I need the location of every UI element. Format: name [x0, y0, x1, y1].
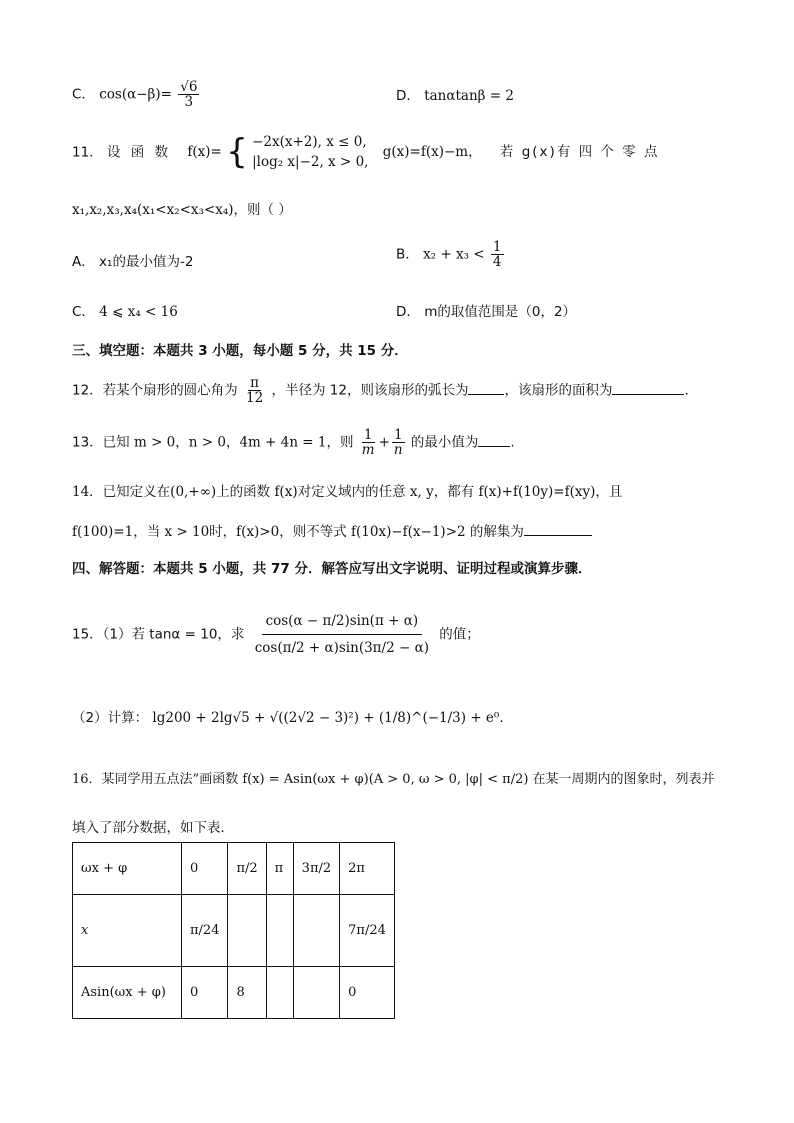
- table-cell: [293, 967, 339, 1019]
- numerator: π: [250, 375, 260, 391]
- piecewise-definition: [252, 132, 368, 173]
- table-cell: 8: [228, 967, 266, 1019]
- q16-line2: 填入了部分数据，如下表．: [72, 820, 234, 836]
- table-cell: [266, 967, 293, 1019]
- q11-stem: [72, 132, 659, 173]
- question-text: ，该扇形的面积为: [504, 382, 613, 399]
- table-cell: 0: [182, 843, 228, 895]
- q12: [72, 376, 698, 405]
- math-expression: m > 0，n > 0，4m + 4n = 1，则: [133, 434, 354, 451]
- math-expression: tanαtanβ = 2: [424, 88, 514, 104]
- q15-part1: [72, 600, 480, 669]
- table-cell: [293, 895, 339, 967]
- table-row: [73, 967, 395, 1019]
- math-expression: lg200 + 2lg√5 + √((2√2 − 3)²) + (1/8)^(−1/3) + e⁰．: [152, 710, 513, 726]
- fraction: [251, 600, 433, 669]
- question-text: ．: [684, 382, 698, 399]
- q11-option-a: [72, 250, 193, 270]
- option-label: D．: [396, 304, 420, 320]
- option-text: m的取值范围是（0，2）: [424, 304, 577, 320]
- numerator: cos(α − π/2)sin(π + α): [262, 600, 423, 635]
- denominator: cos(π/2 + α)sin(3π/2 − α): [254, 640, 429, 657]
- option-text: 4 ⩽ x₄ < 16: [99, 304, 178, 320]
- question-text: 的最小值为: [410, 434, 479, 451]
- table-cell: [228, 895, 266, 967]
- table-cell: 3π/2: [293, 843, 339, 895]
- numerator: 1: [363, 427, 373, 443]
- brace-symbol: {: [226, 132, 248, 173]
- math-expression: cos(α−β)=: [99, 86, 172, 103]
- denominator: 12: [245, 390, 264, 407]
- table-cell: 7π/24: [340, 895, 395, 967]
- fraction: [178, 80, 199, 109]
- section-heading: 四、解答题：本题共 5 小题，共 77 分．解答应写出文字说明、证明过程或演算步骤．: [72, 561, 592, 577]
- denominator: n: [393, 442, 403, 459]
- denominator: 3: [184, 94, 194, 111]
- table-row: [73, 895, 395, 967]
- numerator: √6: [180, 79, 198, 95]
- numerator: 1: [393, 427, 403, 443]
- answer-blank[interactable]: [468, 394, 504, 395]
- q14-line2: [72, 520, 592, 540]
- question-text: ，半径为 12，则该扇形的弧长为: [271, 382, 469, 399]
- piece-1: −2x(x+2), x ≤ 0,: [252, 134, 367, 150]
- question-text: 设 函 数: [106, 144, 172, 161]
- q11-option-b: [396, 240, 506, 269]
- table-cell: 0: [340, 967, 395, 1019]
- question-text: 的值；: [439, 626, 480, 643]
- table-cell: x: [73, 895, 182, 967]
- table-cell: π: [266, 843, 293, 895]
- math-expression: g(x)=f(x)−m，: [382, 144, 482, 161]
- q14-line1: 14．已知定义在(0,+∞)上的函数 f(x)对定义域内的任意 x, y，都有 f(x)+f(10y)=f(xy)，且: [72, 484, 623, 500]
- table-cell: 0: [182, 967, 228, 1019]
- table-cell: 2π: [340, 843, 395, 895]
- q16-line1: 16．某同学用五点法”画函数 f(x) = Asin(ωx + φ)(A > 0, ω > 0, |φ| < π/2) 在某一周期内的图象时，列表并: [72, 772, 715, 787]
- question-text: （2）计算：: [72, 710, 149, 726]
- answer-blank[interactable]: [478, 446, 510, 447]
- table-cell: π/2: [228, 843, 266, 895]
- option-label: B．: [396, 246, 419, 263]
- question-text: 若 g(x)有 四 个 零 点: [499, 144, 660, 161]
- five-point-table: [72, 842, 395, 1019]
- question-number: 11．: [72, 144, 103, 161]
- fraction: [244, 376, 265, 405]
- table-cell: [266, 895, 293, 967]
- question-text: 12．若某个扇形的圆心角为: [72, 382, 238, 399]
- question-text: .: [510, 434, 515, 451]
- math-expression: x₂ + x₃ <: [423, 246, 485, 263]
- q10-option-d: [396, 84, 514, 104]
- q11-option-c: [72, 300, 178, 320]
- option-label: C．: [72, 304, 95, 320]
- question-text: 15．（1）若 tanα = 10，求: [72, 626, 245, 643]
- numerator: 1: [492, 239, 502, 255]
- table-cell: Asin(ωx + φ): [73, 967, 182, 1019]
- q11-option-d: [396, 300, 576, 320]
- answer-blank[interactable]: [612, 394, 684, 395]
- answer-blank[interactable]: [524, 535, 592, 536]
- piece-2: |log₂ x|−2, x > 0,: [252, 154, 369, 171]
- q11-line2: x₁,x₂,x₃,x₄(x₁<x₂<x₃<x₄)，则（ ）: [72, 202, 292, 218]
- option-label: A．: [72, 254, 95, 270]
- option-label: C．: [72, 86, 95, 103]
- fraction: [491, 240, 504, 269]
- option-label: D．: [396, 88, 420, 104]
- denominator: 4: [492, 254, 502, 271]
- q15-part2: [72, 706, 513, 726]
- math-expression: f(x)=: [187, 144, 222, 161]
- plus-sign: +: [378, 434, 390, 451]
- q10-option-c: [72, 80, 201, 109]
- question-text: 13．已知: [72, 434, 130, 451]
- question-text: f(100)=1，当 x > 10时，f(x)>0，则不等式 f(10x)−f(x−1)>2 的解集为: [72, 524, 524, 540]
- fraction: [360, 428, 377, 457]
- denominator: m: [361, 442, 375, 459]
- fraction: [392, 428, 405, 457]
- table-row: [73, 843, 395, 895]
- option-text: x₁的最小值为-2: [99, 254, 194, 270]
- table-cell: ωx + φ: [73, 843, 182, 895]
- table-cell: π/24: [182, 895, 228, 967]
- section-heading: 三、填空题：本题共 3 小题，每小题 5 分，共 15 分．: [72, 343, 408, 359]
- q13: [72, 428, 515, 457]
